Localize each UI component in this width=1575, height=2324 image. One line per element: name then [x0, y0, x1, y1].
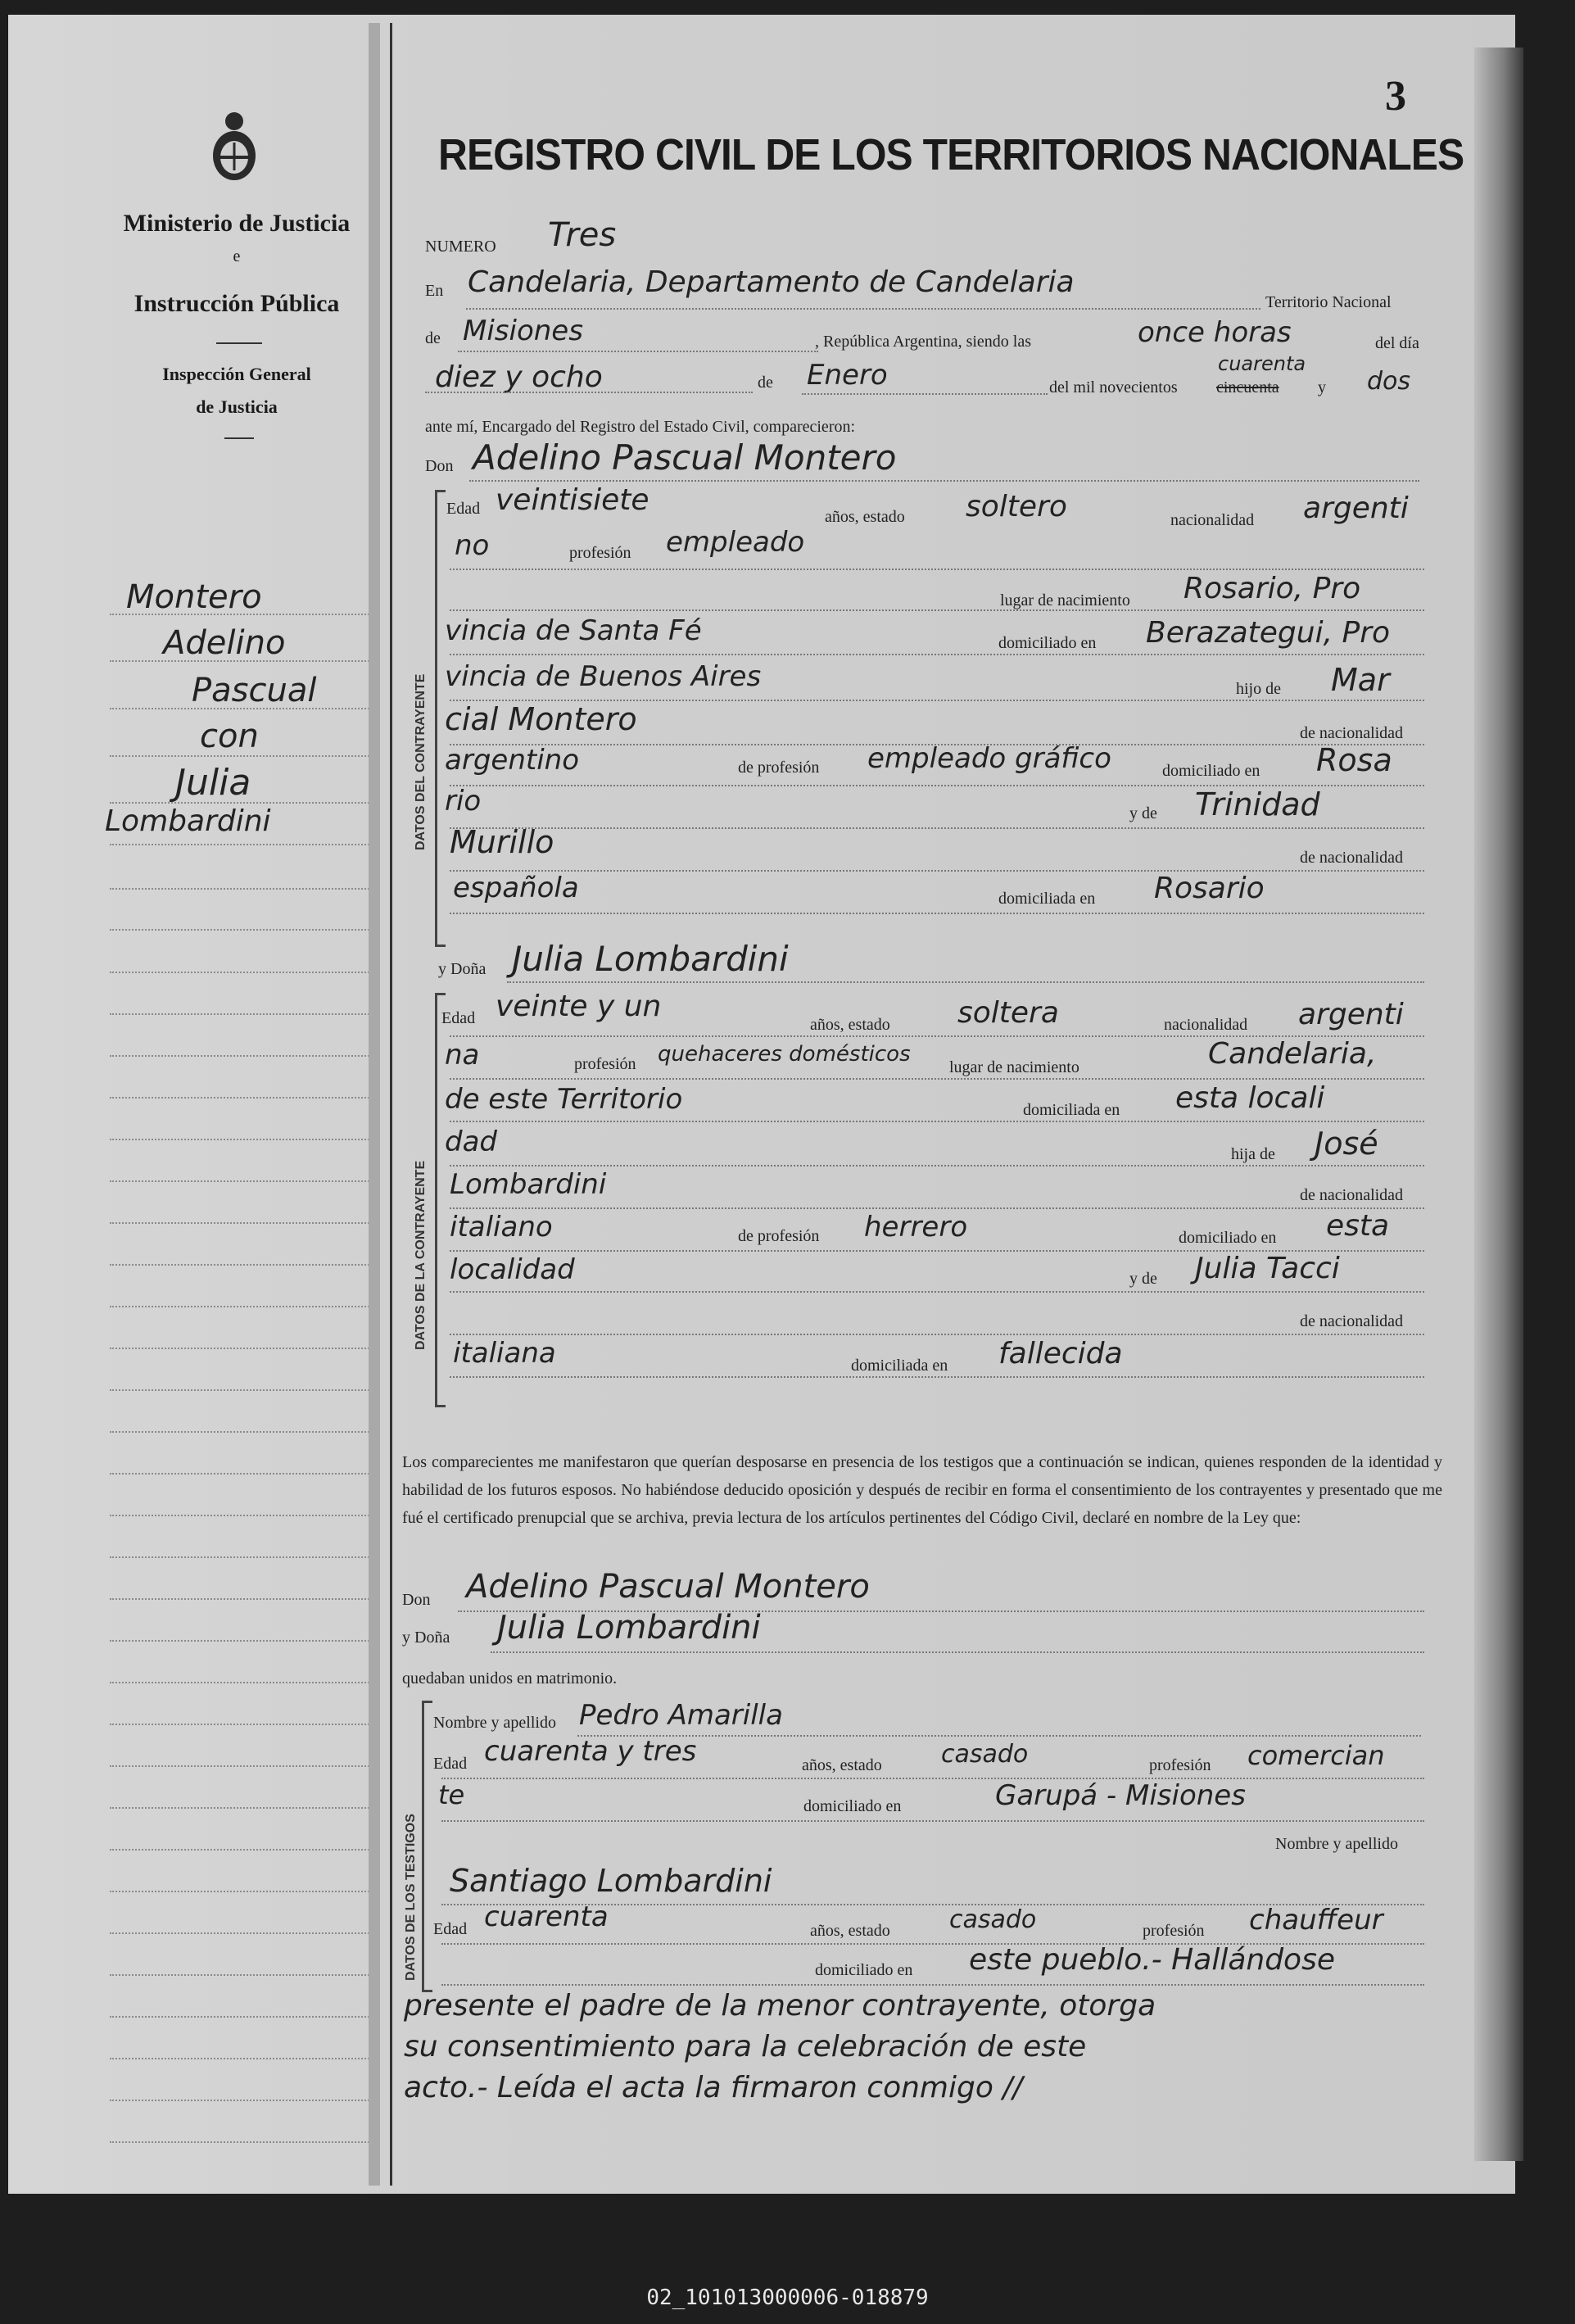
dia-label: del día [1375, 334, 1419, 352]
de-nac-label: de nacionalidad [1300, 1186, 1404, 1204]
dots [450, 1334, 1424, 1335]
margin-note-line: con [200, 718, 259, 755]
profesion-value: empleado [666, 526, 805, 559]
padre-dom-value-cont: localidad [450, 1253, 575, 1286]
mil-label: del mil novecientos [1049, 378, 1178, 396]
dots [450, 569, 1424, 570]
closing-note-line: acto.- Leída el acta la firmaron conmigo // [404, 2071, 1023, 2104]
inspection-line1: Inspección General [162, 364, 311, 384]
dots [450, 1078, 1424, 1080]
padre-value: José [1315, 1126, 1378, 1162]
padre-value-cont: cial Montero [445, 701, 637, 737]
de-prof-label: de profesión [738, 1227, 820, 1245]
inspection-divider [224, 437, 254, 439]
madre-dom-value: fallecida [998, 1337, 1123, 1370]
decl-dona-label: y Doña [402, 1629, 450, 1647]
y-de-label: y de [1129, 1270, 1157, 1288]
nac-value-cont: na [445, 1039, 480, 1071]
hora-value: once horas [1138, 316, 1292, 349]
padre-dom-value: Rosa [1316, 742, 1392, 778]
prof-label: profesión [574, 1055, 636, 1073]
quedaban-text: quedaban unidos en matrimonio. [402, 1669, 618, 1688]
madre-dom-label: domiciliada en [851, 1357, 948, 1375]
madre-dom-label: domiciliada en [998, 890, 1096, 908]
register-book [8, 15, 1515, 2194]
dots [425, 392, 753, 393]
padre-dom-label: domiciliado en [1162, 762, 1260, 780]
domic-value-cont: dad [445, 1126, 497, 1158]
padre-dom-value: esta [1326, 1209, 1390, 1243]
padre-dom-label: domiciliado en [1179, 1229, 1277, 1247]
decl-don-name: Adelino Pascual Montero [466, 1568, 870, 1606]
lugar-value: Candelaria, [1208, 1037, 1377, 1071]
margin-note-line: Pascual [192, 672, 317, 709]
dots [466, 308, 1260, 310]
closing-note-line: presente el padre de la menor contrayente, otorga [404, 1989, 1156, 2023]
y-de-label: y de [1129, 804, 1157, 822]
margin-note-line: Lombardini [105, 804, 271, 838]
t2-domic: este pueblo.- Hallándose [969, 1943, 1335, 1977]
padre-value: Mar [1331, 662, 1390, 698]
republica-label: , República Argentina, siendo las [815, 333, 1032, 351]
nac-value: argenti [1298, 998, 1404, 1031]
prof-label: profesión [569, 544, 631, 562]
inspection-line2: de Justicia [196, 396, 278, 417]
dots [450, 1376, 1424, 1378]
t2-domic-label: domiciliado en [815, 1961, 913, 1979]
ministry-divider [216, 342, 262, 344]
territorio-label: Territorio Nacional [1265, 293, 1392, 311]
t1-prof-cont: te [438, 1779, 465, 1810]
madre-nac-value: española [453, 872, 579, 904]
madre-nac-label: de nacionalidad [1300, 1312, 1404, 1330]
dots [450, 1207, 1424, 1209]
margin-note-line: Adelino [163, 624, 286, 662]
padre-nac-value: italiano [450, 1211, 553, 1244]
declaration-text: Los comparecientes me manifestaron que querían desposarse en presencia de los testigos que a continuación se indican, quienes responden de la identidad y habilidad de los futuros esposos. No habiéndose deducido oposición y después de recibir en forma el consentimiento de los contrayentes y presentado que me fué el certificado prenupcial que se archiva, previa lectura de los artículos pertinentes del Código Civil, declaré en nombre de la Ley que: [402, 1453, 1442, 1527]
dots [450, 870, 1424, 872]
lugar-value-cont: de este Territorio [445, 1083, 683, 1116]
decl-dona-name: Julia Lombardini [497, 1609, 761, 1647]
dots [469, 480, 1419, 482]
edad-value: veintisiete [496, 483, 649, 517]
numero-label: NUMERO [425, 238, 496, 256]
page-title: REGISTRO CIVIL DE LOS TERRITORIOS NACIONALES [438, 130, 1464, 179]
madre-nac-value: italiana [453, 1337, 556, 1370]
dots [450, 1121, 1424, 1122]
anos-label: años, estado [810, 1016, 890, 1034]
margin-note-line: Julia [175, 762, 251, 804]
t1-prof: comercian [1247, 1740, 1385, 1771]
lugar-value: Rosario, Pro [1184, 572, 1361, 605]
hija-label: hija de [1231, 1145, 1275, 1163]
en-label: En [425, 282, 444, 300]
don-label: Don [425, 457, 454, 475]
year-correction: cuarenta [1218, 352, 1306, 375]
contrayenta-name: Julia Lombardini [512, 939, 789, 979]
t2-name: Santiago Lombardini [450, 1863, 772, 1899]
dona-label: y Doña [438, 960, 487, 978]
domic-label: domiciliado en [998, 634, 1097, 652]
padre-prof-value: empleado gráfico [867, 742, 1111, 775]
nac-value: argenti [1303, 492, 1409, 525]
dots [450, 654, 1424, 655]
dots [491, 1651, 1424, 1653]
hijo-label: hijo de [1236, 680, 1281, 698]
t2-anos-label: años, estado [810, 1922, 890, 1940]
t2-edad-label: Edad [433, 1920, 468, 1938]
right-page [390, 23, 1506, 2186]
t2-edad: cuarenta [484, 1900, 609, 1933]
numero-value: Tres [548, 216, 617, 254]
dots [450, 609, 1424, 611]
page-stack-edge [1474, 48, 1523, 2161]
t1-name: Pedro Amarilla [579, 1699, 783, 1732]
t1-edad: cuarenta y tres [484, 1735, 697, 1768]
padre-value-cont: Lombardini [450, 1168, 607, 1201]
closing-note-line: su consentimiento para la celebración de este [404, 2030, 1087, 2064]
mes-value: Enero [807, 359, 888, 392]
dots [450, 913, 1424, 914]
dots [450, 827, 1424, 829]
t2-estado: casado [949, 1905, 1037, 1934]
domic-value-cont: vincia de Buenos Aires [445, 660, 762, 693]
lugar-label: lugar de nacimiento [1000, 591, 1130, 609]
contrayente-name: Adelino Pascual Montero [473, 437, 897, 478]
dots [441, 1778, 1424, 1779]
nac-label: nacionalidad [1170, 511, 1255, 529]
t1-domic: Garupá - Misiones [995, 1779, 1246, 1812]
t1-domic-label: domiciliado en [803, 1797, 902, 1815]
year-value: dos [1367, 367, 1411, 396]
nac-value-cont: no [455, 529, 490, 562]
contrayenta-side-label: DATOS DE LA CONTRAYENTE [414, 1160, 428, 1350]
en-value: Candelaria, Departamento de Candelaria [468, 265, 1075, 299]
t1-prof-label: profesión [1149, 1756, 1211, 1774]
profesion-value: quehaceres domésticos [658, 1042, 911, 1067]
testigos-bracket [422, 1701, 432, 1992]
left-page [20, 28, 369, 2182]
madre-value: Trinidad [1195, 786, 1320, 822]
de-prof-label: de profesión [738, 759, 820, 777]
year-struck: cincuenta [1216, 378, 1279, 396]
dots [577, 1735, 1421, 1737]
book-spine [369, 23, 380, 2186]
domic-value: esta locali [1175, 1081, 1325, 1115]
ministry-line2: Instrucción Pública [134, 290, 340, 317]
testigos-side-label: DATOS DE LOS TESTIGOS [404, 1814, 418, 1981]
estado-value: soltero [966, 490, 1067, 523]
de-label: de [425, 329, 441, 347]
ministry-line1: Ministerio de Justicia [123, 210, 351, 237]
dots [441, 1984, 1424, 1986]
t2-prof: chauffeur [1249, 1904, 1383, 1937]
anos-label: años, estado [825, 508, 905, 526]
t1-estado: casado [941, 1740, 1029, 1769]
nac-label: nacionalidad [1164, 1016, 1248, 1034]
ministry-e: e [233, 247, 241, 265]
edad-label: Edad [446, 500, 481, 518]
madre-nac-label: de nacionalidad [1300, 849, 1404, 867]
de-nac-label: de nacionalidad [1300, 724, 1404, 742]
archive-id: 02_101013000006-018879 [646, 2285, 929, 2310]
de2-label: de [758, 374, 773, 392]
dots [450, 1165, 1424, 1167]
dots [441, 1820, 1424, 1822]
t1-edad-label: Edad [433, 1755, 468, 1773]
ante-mi-text: ante mí, Encargado del Registro del Estado Civil, comparecieron: [425, 418, 856, 436]
margin-note-line: Montero [126, 578, 262, 616]
domic-value: Berazategui, Pro [1146, 616, 1391, 650]
coat-of-arms-icon [208, 110, 260, 183]
t2-nombre-label: Nombre y apellido [1275, 1835, 1398, 1853]
dots [458, 351, 818, 352]
domic-label: domiciliada en [1023, 1101, 1120, 1119]
dia-value: diez y ocho [435, 360, 603, 394]
t1-nombre-label: Nombre y apellido [433, 1714, 556, 1732]
decl-don-label: Don [402, 1591, 431, 1609]
estado-value: soltera [957, 996, 1059, 1030]
dots [802, 393, 1048, 395]
t2-prof-label: profesión [1143, 1922, 1205, 1940]
de-value: Misiones [463, 315, 583, 347]
edad-label: Edad [441, 1009, 476, 1027]
padre-prof-value: herrero [864, 1211, 968, 1244]
y-label: y [1318, 378, 1326, 396]
page-number: 3 [1385, 73, 1406, 120]
lugar-value-cont: vincia de Santa Fé [445, 614, 702, 647]
padre-dom-value-cont: rio [445, 785, 482, 818]
t1-anos-label: años, estado [802, 1756, 882, 1774]
padre-nac-value: argentino [445, 744, 579, 777]
madre-dom-value: Rosario [1154, 872, 1265, 905]
edad-value: veinte y un [496, 990, 662, 1023]
madre-value: Julia Tacci [1195, 1252, 1340, 1285]
contrayente-side-label: DATOS DEL CONTRAYENTE [414, 673, 428, 850]
madre-value-cont: Murillo [450, 824, 554, 860]
dots [507, 981, 1424, 983]
lugar-label: lugar de nacimiento [949, 1058, 1079, 1076]
dots [450, 1291, 1424, 1293]
